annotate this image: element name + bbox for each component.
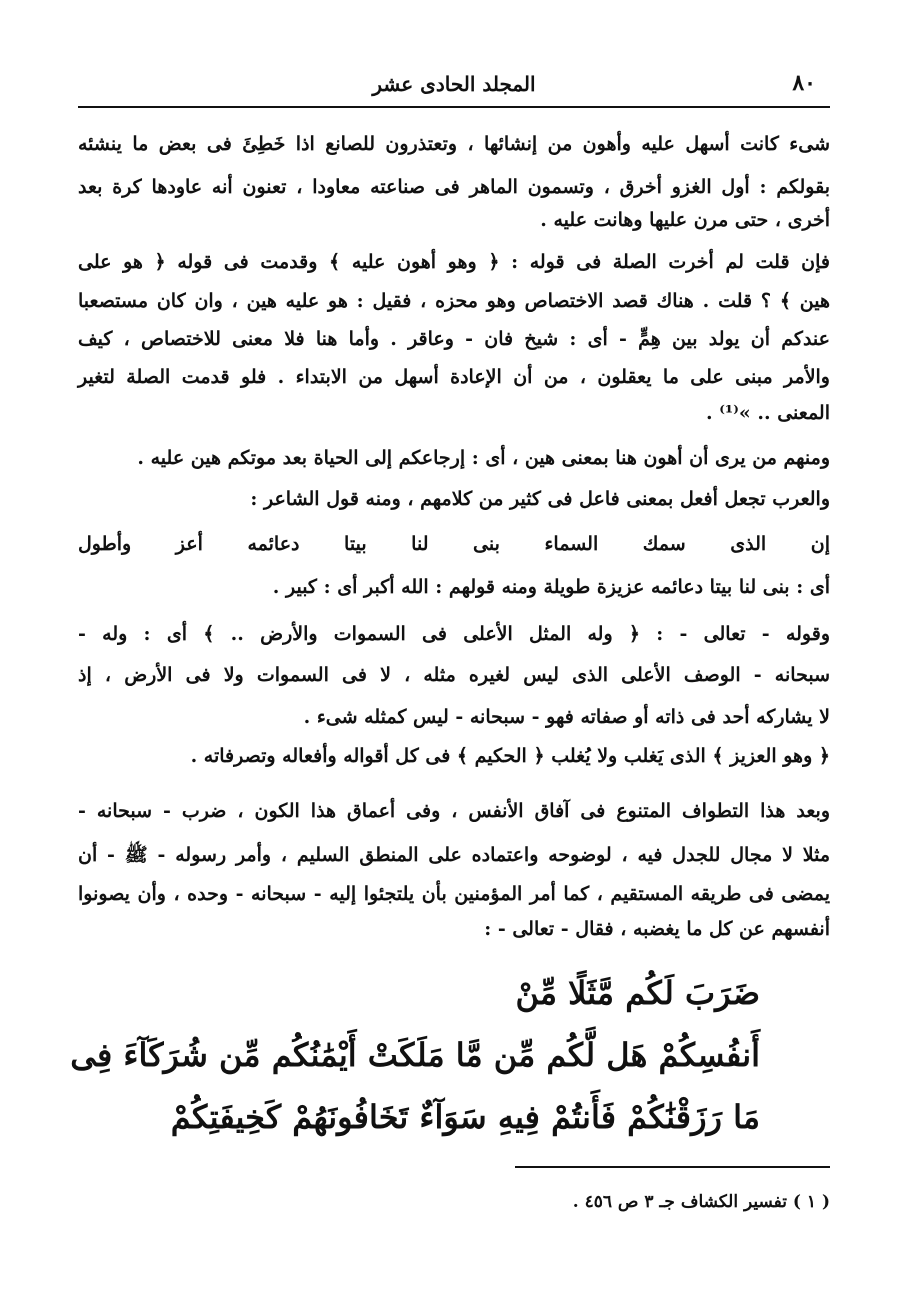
text-line: مثلا لا مجال للجدل فيه ، لوضوحه واعتماده على المنطق السليم ، وأمر رسوله - ﷺ - أن bbox=[78, 844, 830, 866]
poetry-verse: إن الذى سمك السماء بنى لنا بيتا دعائمه أعز وأطول bbox=[78, 533, 830, 555]
text-line: أنفسهم عن كل ما يغضبه ، فقال - تعالى - : bbox=[484, 918, 830, 940]
quran-verse-line: مَا رَزَقْنَٰكُمْ فَأَنتُمْ فِيهِ سَوَآءٌ تَخَافُونَهُمْ كَخِيفَتِكُمْ bbox=[170, 1098, 760, 1136]
text-line: والعرب تجعل أفعل بمعنى فاعل فى كثير من كلامهم ، ومنه قول الشاعر : bbox=[250, 488, 830, 510]
text-line: سبحانه - الوصف الأعلى الذى ليس لغيره مثله ، لا فى السموات ولا فى الأرض ، إذ bbox=[78, 664, 830, 686]
text-line: وبعد هذا التطواف المتنوع فى آفاق الأنفس ، وفى أعماق هذا الكون ، ضرب - سبحانه - bbox=[78, 800, 830, 822]
text-line: ﴿ وهو العزيز ﴾ الذى يَغلب ولا يُغلب ﴿ الحكيم ﴾ فى كل أقواله وأفعاله وتصرفاته . bbox=[190, 745, 830, 767]
text-line: ومنهم من يرى أن أهون هنا بمعنى هين ، أى : إرجاعكم إلى الحياة بعد موتكم هين عليه . bbox=[137, 447, 830, 469]
text-line: لا يشاركه أحد فى ذاته أو صفاته فهو - سبحانه - ليس كمثله شىء . bbox=[303, 706, 830, 728]
text-line: شىء كانت أسهل عليه وأهون من إنشائها ، وتعتذرون للصانع اذا خَطِئَ فى بعض ما ينشئه bbox=[78, 133, 830, 155]
page-header bbox=[78, 66, 830, 106]
text-line: المعنى .. »⁽¹⁾ . bbox=[706, 402, 830, 424]
text-line: بقولكم : أول الغزو أخرق ، وتسمون الماهر فى صناعته معاودا ، تعنون أنه عاودها كرة بعد bbox=[78, 176, 830, 198]
text-line: أى : بنى لنا بيتا دعائمه عزيزة طويلة ومنه قولهم : الله أكبر أى : كبير . bbox=[272, 576, 830, 598]
quran-verse bbox=[70, 962, 760, 1148]
running-title: المجلد الحادى عشر bbox=[372, 72, 536, 96]
page-number: ٨٠ bbox=[792, 70, 816, 96]
text-line: أخرى ، حتى مرن عليها وهانت عليه . bbox=[540, 209, 830, 231]
text-line: وقوله - تعالى - : ﴿ وله المثل الأعلى فى السموات والأرض .. ﴾ أى : وله - bbox=[78, 623, 830, 645]
text-line: يمضى فى طريقه المستقيم ، كما أمر المؤمنين بأن يلتجئوا إليه - سبحانه - وحده ، وأن يصونوا bbox=[78, 883, 830, 905]
text-line: هين ﴾ ؟ قلت . هناك قصد الاختصاص وهو محزه ، فقيل : هو عليه هين ، وان كان مستصعبا bbox=[78, 290, 830, 312]
quran-verse-line: أَنفُسِكُمْ هَل لَّكُم مِّن مَّا مَلَكَتْ أَيْمَٰنُكُم مِّن شُرَكَآءَ فِى bbox=[70, 1036, 760, 1074]
text-line: عندكم أن يولد بين هِمٍّ - أى : شيخ فان - وعاقر . وأما هنا فلا معنى للاختصاص ، كيف bbox=[78, 328, 830, 350]
header-divider bbox=[78, 106, 830, 108]
text-line: فإن قلت لم أخرت الصلة فى قوله : ﴿ وهو أهون عليه ﴾ وقدمت فى قوله ﴿ هو على bbox=[78, 251, 830, 273]
quran-verse-line: ضَرَبَ لَكُم مَّثَلًا مِّنْ bbox=[515, 974, 760, 1012]
footnote: ( ١ ) تفسير الكشاف جـ ٣ ص ٤٥٦ . bbox=[572, 1192, 830, 1212]
footnote-divider bbox=[515, 1166, 830, 1168]
text-line: والأمر مبنى على ما يعقلون ، من أن الإعادة أسهل من الابتداء . فلو قدمت الصلة لتغير bbox=[78, 366, 830, 388]
